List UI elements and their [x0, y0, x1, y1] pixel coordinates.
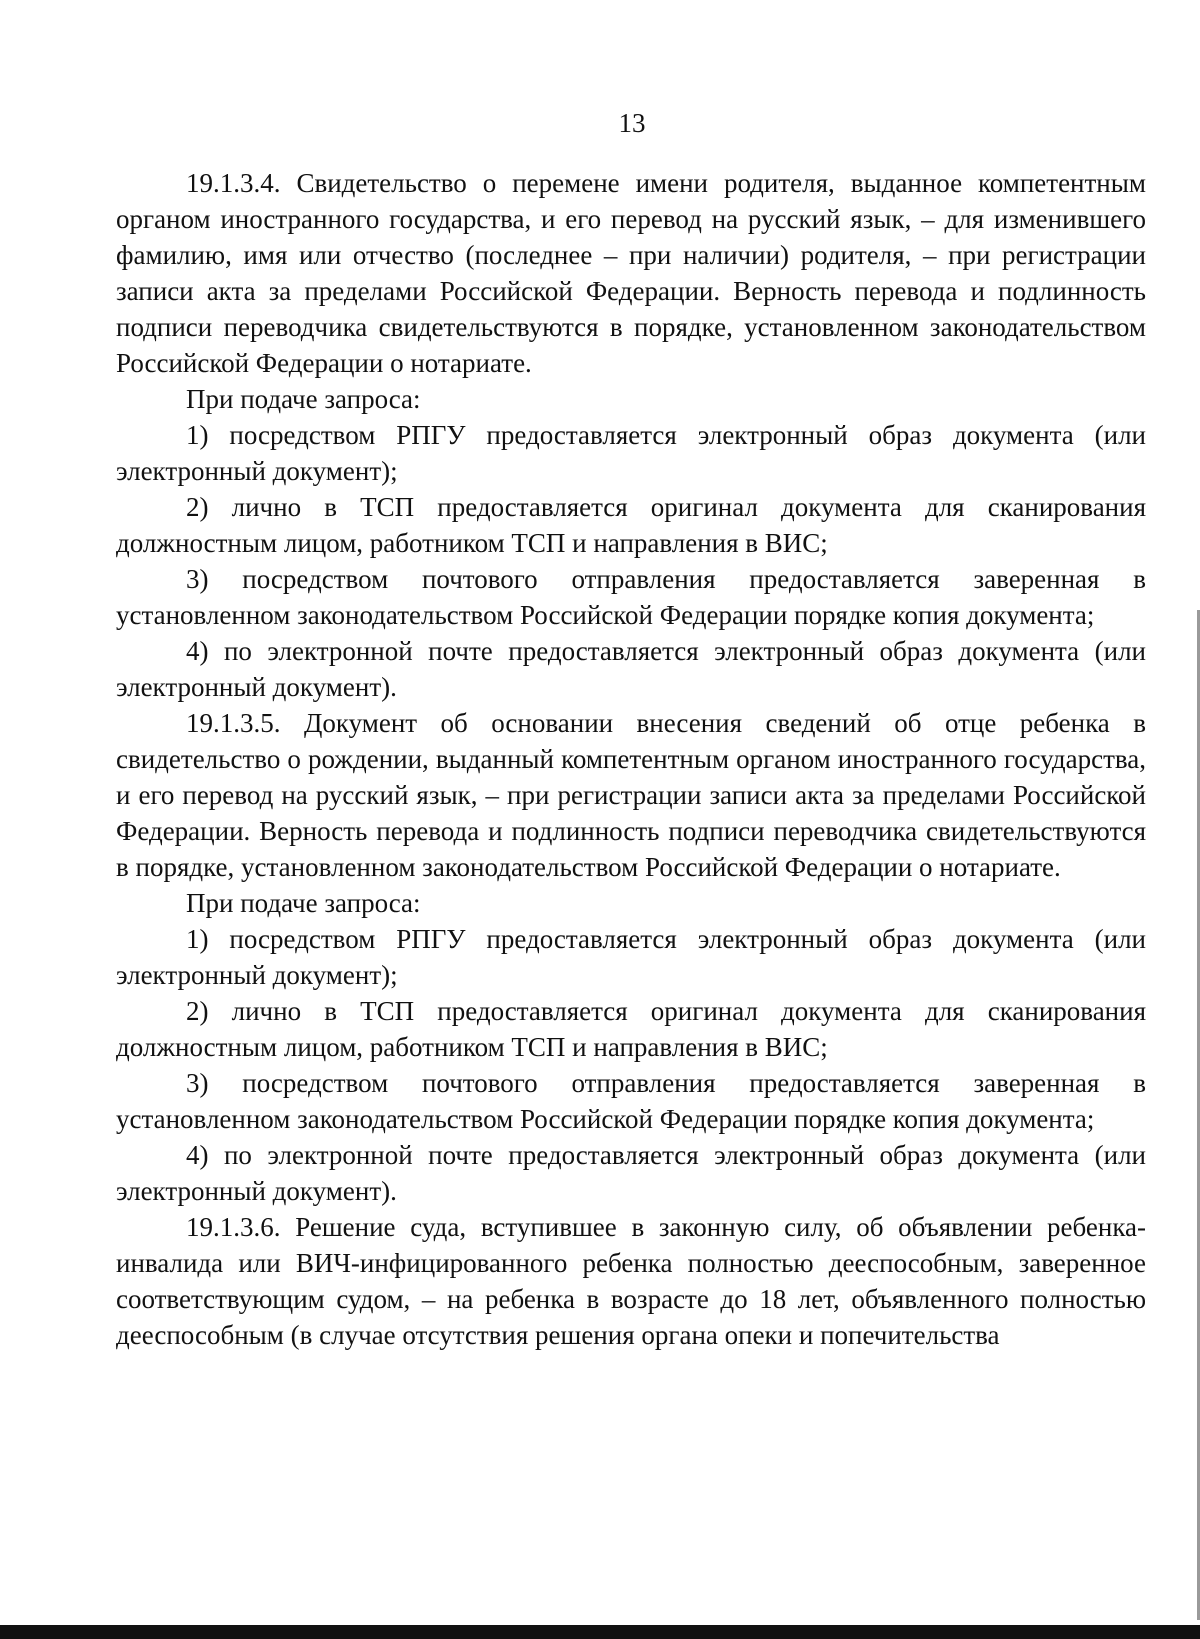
document-body [116, 165, 1146, 1353]
list-item-postal-1: 3) посредством почтового отправления предоставляется заверенная в установленном законодательством Российской Федерации порядке копия документа; [116, 564, 1146, 630]
list-item-postal-2: 3) посредством почтового отправления предоставляется заверенная в установленном законодательством Российской Федерации порядке копия документа; [116, 1068, 1146, 1134]
paragraph-19-1-3-6: 19.1.3.6. Решение суда, вступившее в законную силу, об объявлении ребенка-инвалида или ВИЧ-инфицированного ребенка полностью дееспособным, заверенное соответствующим судом, – на ребенка в возрасте до 18 лет, объявленного полностью дееспособным (в случае отсутствия решения органа опеки и попечительства [116, 1212, 1146, 1350]
page-number: 13 [618, 108, 646, 138]
list-item-email-1: 4) по электронной почте предоставляется электронный образ документа (или электронный документ). [116, 636, 1146, 702]
paragraph-request-intro-1: При подаче запроса: [186, 384, 421, 414]
paragraph-19-1-3-5: 19.1.3.5. Документ об основании внесения сведений об отце ребенка в свидетельство о рождении, выданный компетентным органом иностранного государства, и его перевод на русский язык, – при регистрации записи акта за пределами Российской Федерации. Верность перевода и подлинность подписи переводчика свидетельствуются в порядке, установленном законодательством Российской Федерации о нотариате. [116, 708, 1146, 882]
list-item-rpgu-2: 1) посредством РПГУ предоставляется электронный образ документа (или электронный документ); [116, 924, 1146, 990]
list-item-rpgu-1: 1) посредством РПГУ предоставляется электронный образ документа (или электронный документ); [116, 420, 1146, 486]
list-item-email-2: 4) по электронной почте предоставляется электронный образ документа (или электронный документ). [116, 1140, 1146, 1206]
list-item-tsp-1: 2) лично в ТСП предоставляется оригинал документа для сканирования должностным лицом, работником ТСП и направления в ВИС; [116, 492, 1146, 558]
scan-edge-bottom [0, 1625, 1200, 1639]
paragraph-request-intro-2: При подаче запроса: [186, 888, 421, 918]
paragraph-19-1-3-4: 19.1.3.4. Свидетельство о перемене имени родителя, выданное компетентным органом иностранного государства, и его перевод на русский язык, – для изменившего фамилию, имя или отчество (последнее – при наличии) родителя, – при регистрации записи акта за пределами Российской Федерации. Верность перевода и подлинность подписи переводчика свидетельствуются в порядке, установленном законодательством Российской Федерации о нотариате. [116, 168, 1146, 378]
list-item-tsp-2: 2) лично в ТСП предоставляется оригинал документа для сканирования должностным лицом, работником ТСП и направления в ВИС; [116, 996, 1146, 1062]
